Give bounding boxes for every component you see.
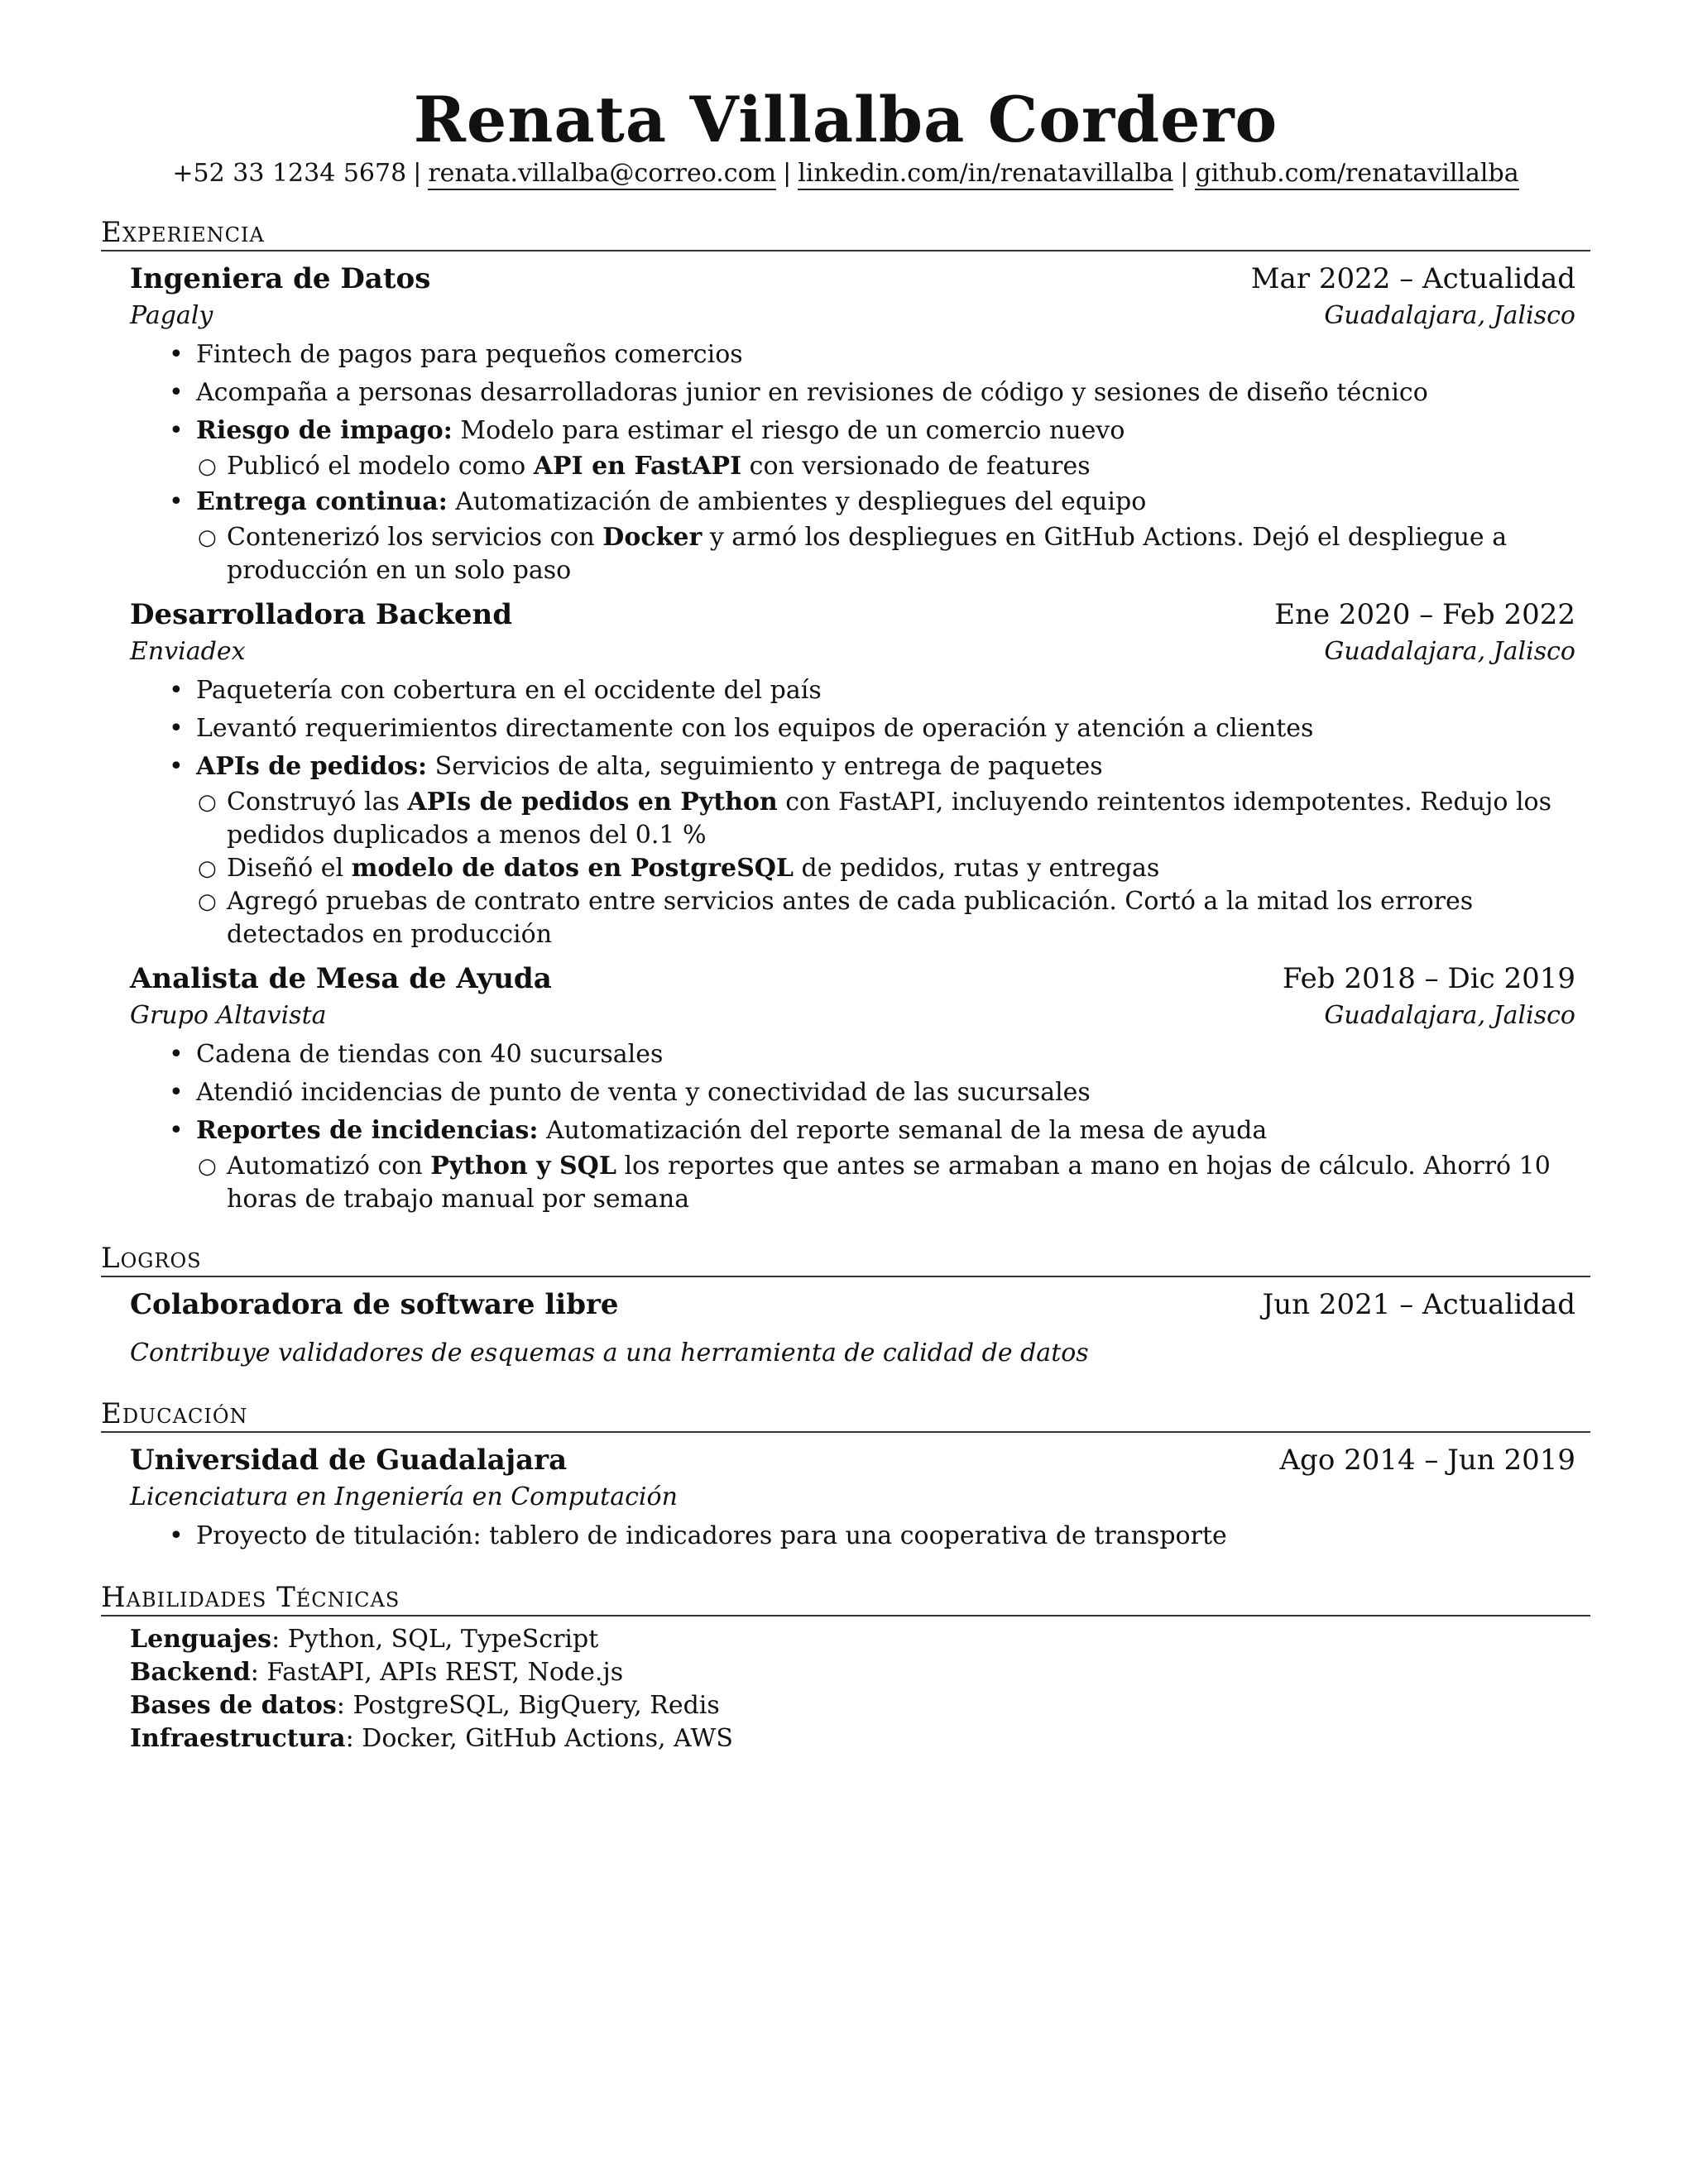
- circle-bullet-icon: ○: [198, 790, 217, 815]
- education-entry: [130, 1441, 1575, 1555]
- item-text: Servicios de alta, seguimiento y entrega de paquetes: [427, 752, 1103, 781]
- resume-page: [101, 83, 1590, 1755]
- sub-list-item: [196, 521, 1575, 587]
- resume-header: [101, 83, 1590, 190]
- sub-list-item: [196, 450, 1575, 483]
- sub-item-text: de pedidos, rutas y entregas: [794, 854, 1160, 883]
- skill-line: [130, 1656, 1590, 1689]
- skills-list: [101, 1623, 1590, 1755]
- item-text: Modelo para estimar el riesgo de un comercio nuevo: [452, 416, 1125, 445]
- item-label: Riesgo de impago:: [196, 416, 453, 445]
- education-entries: [101, 1441, 1590, 1555]
- job-company-row: [130, 298, 1575, 334]
- github-link[interactable]: github.com/renatavillalba: [1195, 159, 1518, 190]
- list-item: [165, 374, 1575, 412]
- separator: |: [1180, 159, 1189, 188]
- job-role: Desarrolladora Backend: [130, 598, 513, 631]
- bullet-icon: •: [169, 1078, 184, 1107]
- item-label: Entrega continua:: [196, 487, 448, 516]
- job-dates: Ene 2020 – Feb 2022: [1274, 598, 1575, 631]
- education-bullets: [130, 1517, 1575, 1555]
- sub-list-item: [196, 885, 1575, 951]
- job-header-row: [130, 260, 1575, 298]
- job-location: Guadalajara, Jalisco: [1324, 637, 1575, 666]
- item-text: Atendió incidencias de punto de venta y conectividad de las sucursales: [196, 1078, 1091, 1107]
- experience-entries: [101, 260, 1590, 1216]
- job-location: Guadalajara, Jalisco: [1324, 301, 1575, 330]
- circle-bullet-icon: ○: [198, 525, 217, 550]
- education-item-text: Proyecto de titulación: tablero de indicadores para una cooperativa de transporte: [196, 1521, 1227, 1550]
- candidate-name: Renata Villalba Cordero: [413, 83, 1278, 156]
- sub-bullets: [196, 1150, 1575, 1216]
- achievement-dates: Jun 2021 – Actualidad: [1262, 1288, 1575, 1321]
- sub-list-item: [196, 852, 1575, 885]
- email-link[interactable]: renata.villalba@correo.com: [428, 159, 776, 190]
- sub-item-bold: API en FastAPI: [533, 452, 742, 481]
- bullet-icon: •: [169, 1116, 184, 1145]
- job-bullets: [130, 1036, 1575, 1216]
- company-name: Enviadex: [130, 637, 246, 666]
- sub-item-bold: Python y SQL: [430, 1152, 616, 1181]
- skill-line: [130, 1722, 1590, 1755]
- job-dates: Mar 2022 – Actualidad: [1250, 262, 1575, 295]
- bullet-icon: •: [169, 714, 184, 743]
- separator: |: [783, 159, 792, 188]
- skill-value: : PostgreSQL, BigQuery, Redis: [336, 1691, 720, 1720]
- sub-item-text: Agregó pruebas de contrato entre servicios antes de cada publicación. Cortó a la mitad los errores detectados en producción: [227, 887, 1474, 949]
- school-name: Universidad de Guadalajara: [130, 1444, 568, 1477]
- job-location: Guadalajara, Jalisco: [1324, 1001, 1575, 1030]
- item-text: Cadena de tiendas con 40 sucursales: [196, 1040, 664, 1069]
- skill-label: Lenguajes: [130, 1625, 272, 1654]
- sub-bullets: [196, 521, 1575, 587]
- job-role: Analista de Mesa de Ayuda: [130, 962, 552, 995]
- job-company-row: [130, 998, 1575, 1034]
- bullet-icon: •: [169, 416, 184, 445]
- circle-bullet-icon: ○: [198, 856, 217, 881]
- skills-section: [101, 1580, 1590, 1755]
- item-text: Fintech de pagos para pequeños comercios: [196, 340, 743, 369]
- skill-value: : Python, SQL, TypeScript: [271, 1625, 599, 1654]
- sub-item-bold: APIs de pedidos en Python: [407, 788, 778, 817]
- item-text: Automatización de ambientes y despliegues del equipo: [447, 487, 1147, 516]
- job-dates: Feb 2018 – Dic 2019: [1282, 962, 1575, 995]
- list-item: [165, 483, 1575, 587]
- item-label: APIs de pedidos:: [196, 752, 428, 781]
- company-name: Pagaly: [130, 301, 213, 330]
- bullet-icon: •: [169, 676, 184, 705]
- sub-item-text: Automatizó con: [227, 1152, 431, 1181]
- sub-item-text: Construyó las: [227, 788, 408, 817]
- bullet-icon: •: [169, 1040, 184, 1069]
- bullet-icon: •: [169, 487, 184, 516]
- achievements-section: [101, 1241, 1590, 1372]
- sub-item-text: Contenerizó los servicios con: [227, 523, 603, 552]
- skill-line: [130, 1623, 1590, 1656]
- sub-item-bold: modelo de datos en PostgreSQL: [351, 854, 794, 883]
- job-header-row: [130, 960, 1575, 998]
- sub-item-text: y armó los despliegues en GitHub Actions. Dejó el despliegue a producción en un solo paso: [227, 523, 1508, 585]
- bullet-icon: •: [169, 340, 184, 369]
- circle-bullet-icon: ○: [198, 1154, 217, 1179]
- item-text: Automatización del reporte semanal de la mesa de ayuda: [538, 1116, 1268, 1145]
- item-text: Paquetería con cobertura en el occidente del país: [196, 676, 822, 705]
- section-title-experience: Experiencia: [101, 215, 1590, 251]
- achievement-description: Contribuye validadores de esquemas a una herramienta de calidad de datos: [130, 1339, 1089, 1367]
- skill-line: [130, 1689, 1590, 1722]
- skill-label: Bases de datos: [130, 1691, 337, 1720]
- circle-bullet-icon: ○: [198, 454, 217, 479]
- list-item: [165, 1074, 1575, 1112]
- sub-item-text: con versionado de features: [741, 452, 1091, 481]
- item-text: Acompaña a personas desarrolladoras junior en revisiones de código y sesiones de diseño técnico: [196, 378, 1428, 407]
- degree-name: Licenciatura en Ingeniería en Computación: [130, 1482, 678, 1511]
- linkedin-link[interactable]: linkedin.com/in/renatavillalba: [798, 159, 1173, 190]
- item-label: Reportes de incidencias:: [196, 1116, 539, 1145]
- section-title-education: Educación: [101, 1396, 1590, 1433]
- item-text: Levantó requerimientos directamente con los equipos de operación y atención a clientes: [196, 714, 1314, 743]
- list-item: [165, 672, 1575, 710]
- skill-value: : Docker, GitHub Actions, AWS: [345, 1724, 733, 1753]
- education-section: [101, 1396, 1590, 1555]
- phone-number: +52 33 1234 5678: [172, 159, 407, 188]
- sub-list-item: [196, 786, 1575, 852]
- achievement-entry: [130, 1286, 1575, 1372]
- achievements-entries: [101, 1286, 1590, 1372]
- sub-item-text: Diseñó el: [227, 854, 352, 883]
- achievement-header-row: [130, 1286, 1575, 1324]
- education-dates: Ago 2014 – Jun 2019: [1279, 1444, 1575, 1477]
- achievement-role: Colaboradora de software libre: [130, 1288, 619, 1321]
- job-bullets: [130, 336, 1575, 587]
- skill-value: : FastAPI, APIs REST, Node.js: [250, 1658, 624, 1687]
- circle-bullet-icon: ○: [198, 889, 217, 914]
- sub-item-bold: Docker: [602, 523, 703, 552]
- sub-list-item: [196, 1150, 1575, 1216]
- skill-label: Infraestructura: [130, 1724, 346, 1753]
- job-entry: [130, 960, 1575, 1216]
- section-title-skills: Habilidades Técnicas: [101, 1580, 1590, 1616]
- sub-bullets: [196, 450, 1575, 483]
- section-title-achievements: Logros: [101, 1241, 1590, 1277]
- sub-item-text: Publicó el modelo como: [227, 452, 534, 481]
- sub-item-text: los reportes que antes se armaban a mano en hojas de cálculo. Ahorró 10 horas de trabajo manual por semana: [227, 1152, 1551, 1214]
- job-entry: [130, 260, 1575, 587]
- list-item: [165, 1112, 1575, 1216]
- education-header-row: [130, 1441, 1575, 1479]
- contact-line: [101, 157, 1590, 190]
- separator: |: [413, 159, 422, 188]
- skill-label: Backend: [130, 1658, 251, 1687]
- education-degree-row: [130, 1479, 1575, 1516]
- list-item: [165, 1036, 1575, 1074]
- job-role: Ingeniera de Datos: [130, 262, 431, 295]
- bullet-icon: •: [169, 752, 184, 781]
- company-name: Grupo Altavista: [130, 1001, 327, 1030]
- bullet-icon: •: [169, 1521, 184, 1550]
- list-item: [165, 710, 1575, 748]
- sub-bullets: [196, 786, 1575, 951]
- job-entry: [130, 596, 1575, 951]
- list-item: [165, 336, 1575, 374]
- job-company-row: [130, 634, 1575, 670]
- job-bullets: [130, 672, 1575, 951]
- list-item: [165, 412, 1575, 483]
- experience-section: [101, 215, 1590, 1216]
- sub-item-text: con FastAPI, incluyendo reintentos idempotentes. Redujo los pedidos duplicados a menos del 0.1 %: [227, 788, 1552, 850]
- list-item: [165, 1517, 1575, 1555]
- bullet-icon: •: [169, 378, 184, 407]
- list-item: [165, 748, 1575, 951]
- job-header-row: [130, 596, 1575, 634]
